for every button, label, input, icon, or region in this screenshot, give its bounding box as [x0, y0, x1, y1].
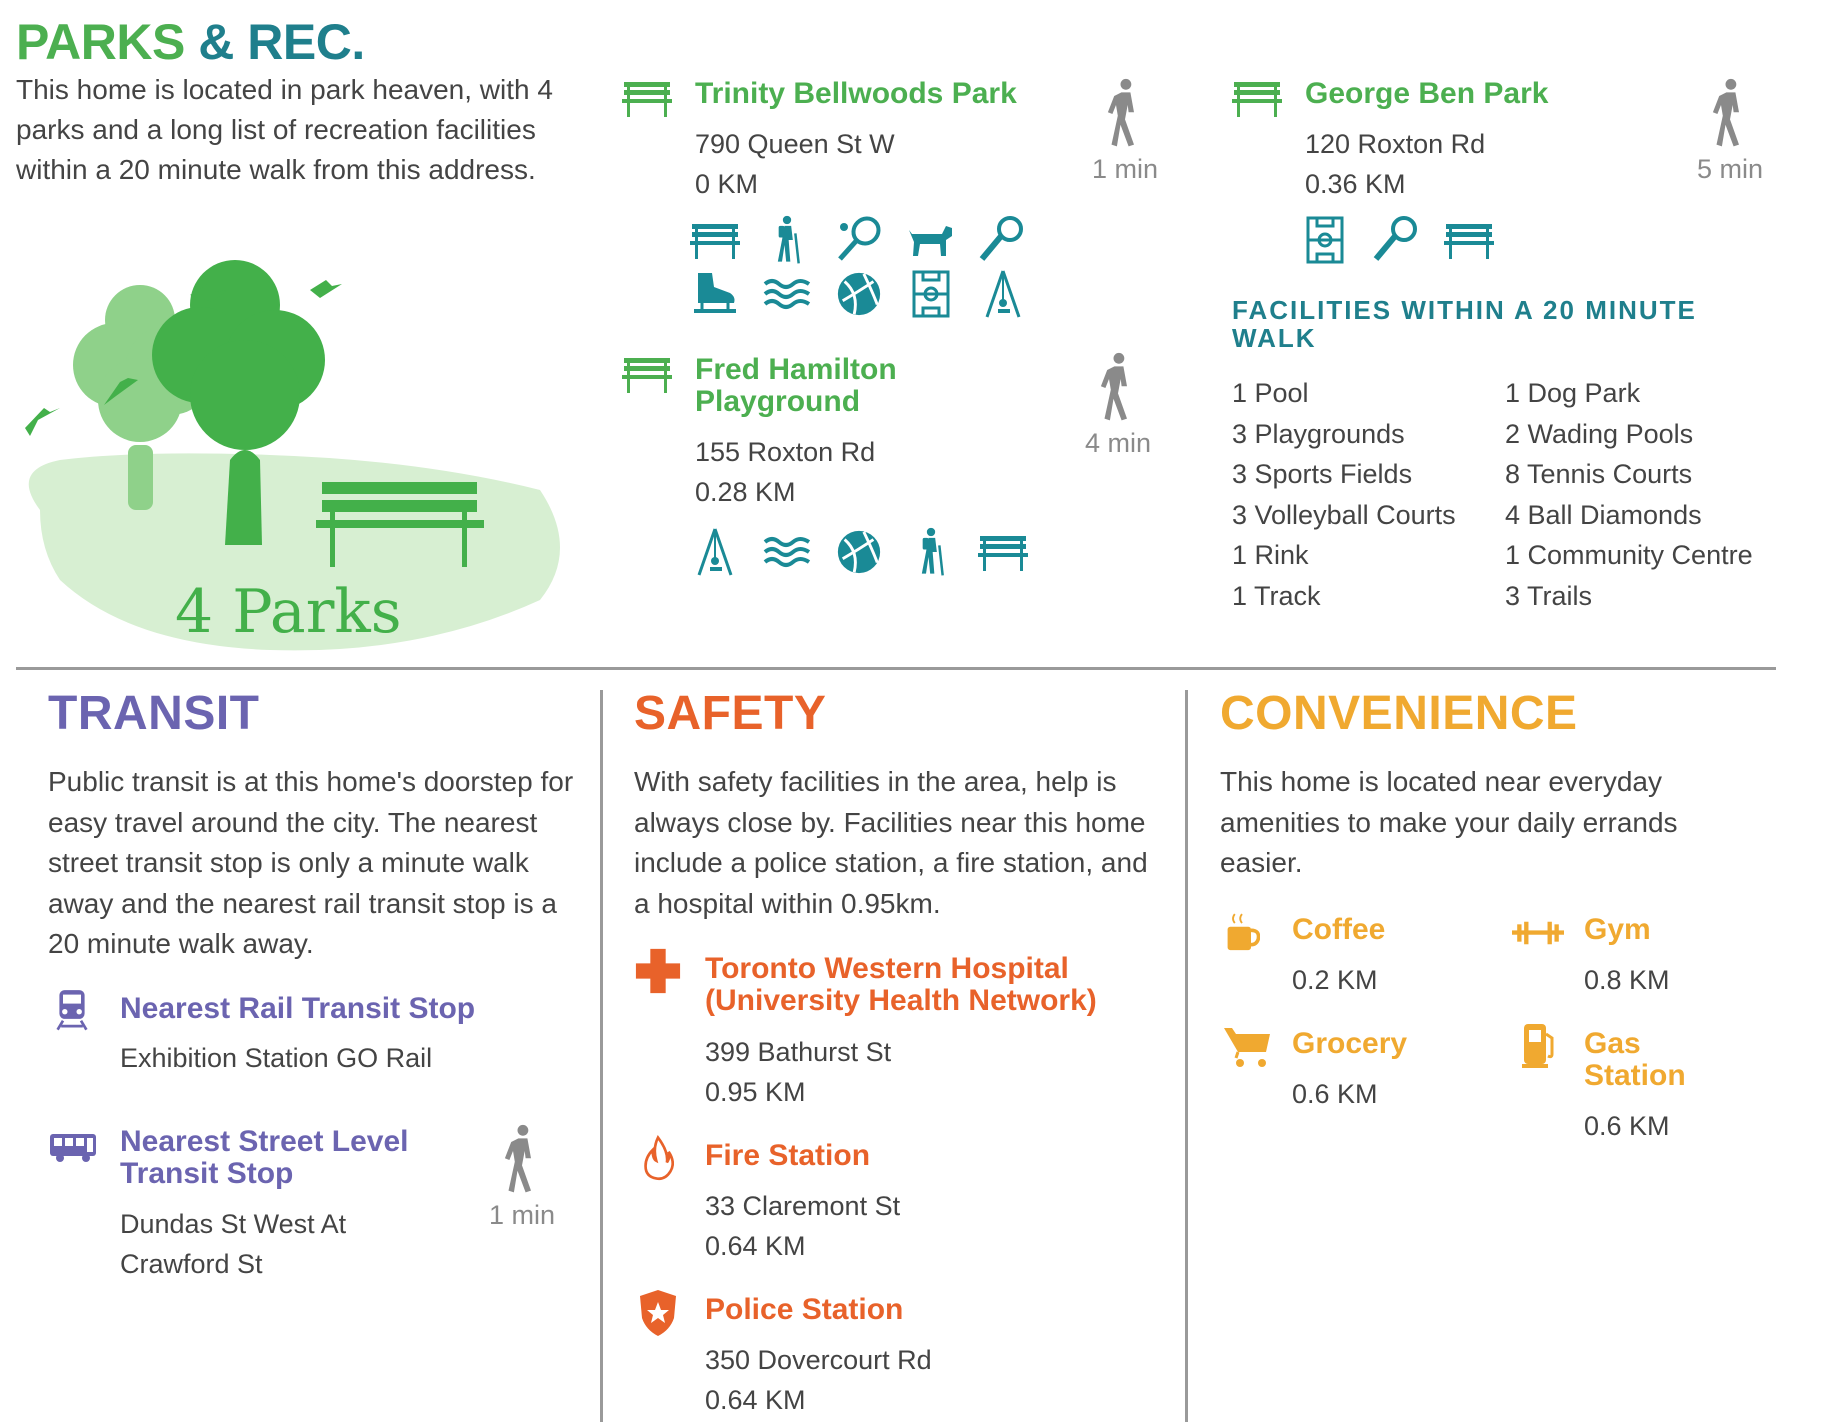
- facility-item: 3 Sports Fields: [1232, 459, 1413, 489]
- column-divider: [1185, 690, 1188, 1422]
- facilities-title: [1232, 296, 1697, 352]
- section-divider: [16, 667, 1776, 670]
- hiker-icon: [914, 527, 948, 577]
- dog-icon: [906, 220, 956, 260]
- facility-item: 3 Trails: [1505, 580, 1593, 611]
- police-station-address: 350 Dovercourt Rd: [705, 1345, 932, 1375]
- facility-item: 1 Pool: [1232, 378, 1309, 408]
- facility-item: 4 Ball Diamonds: [1505, 499, 1702, 530]
- park-address: 790 Queen St W: [695, 129, 895, 159]
- gas-station-distance: 0.6 KM: [1584, 1111, 1670, 1141]
- park-distance: 0.36 KM: [1305, 169, 1406, 199]
- gas-station-name: [1584, 1028, 1686, 1092]
- walk-time: [1068, 352, 1168, 459]
- tennis-icon: [834, 215, 884, 265]
- park-name-line: Playground: [695, 385, 861, 418]
- bench-icon: [622, 354, 672, 394]
- gym-name: Gym: [1584, 913, 1651, 946]
- bench-icon: [1444, 220, 1494, 260]
- bench-icon: [622, 78, 672, 118]
- parks-title-word: PARKS: [16, 14, 185, 70]
- coffee-icon: [1224, 910, 1260, 956]
- street-stop-value: [120, 1204, 346, 1284]
- fire-station-distance: 0.64 KM: [705, 1231, 806, 1261]
- baseball-icon: [1372, 215, 1422, 265]
- hiker-icon: [770, 215, 804, 265]
- facilities-list-left: [1232, 373, 1456, 616]
- cart-icon: [1222, 1024, 1272, 1068]
- hospital-distance: 0.95 KM: [705, 1077, 806, 1107]
- facility-item: 3 Playgrounds: [1232, 418, 1405, 449]
- street-stop-name-line: Nearest Street Level: [120, 1125, 409, 1158]
- walk-time: [1680, 78, 1780, 185]
- park-distance: 0.28 KM: [695, 477, 796, 507]
- safety-title: SAFETY: [634, 687, 827, 740]
- gym-icon: [1512, 920, 1564, 946]
- fire-station-address: 33 Claremont St: [705, 1191, 901, 1221]
- walk-time-label: 5 min: [1696, 154, 1764, 184]
- parks-title: [16, 14, 365, 70]
- parks-count: 4 Parks: [175, 577, 402, 647]
- park-distance: 0 KM: [695, 169, 759, 199]
- walker-icon: [502, 1124, 542, 1196]
- gas-station-name-line: Gas: [1584, 1027, 1641, 1060]
- facility-item: 1 Community Centre: [1505, 540, 1753, 570]
- grocery-name: Grocery: [1292, 1027, 1408, 1060]
- grocery-distance: 0.6 KM: [1292, 1079, 1378, 1109]
- gym-distance: 0.8 KM: [1584, 965, 1670, 995]
- train-icon: [54, 986, 90, 1032]
- parks-title-rec: REC.: [247, 14, 365, 70]
- transit-body: Public transit is at this home's doorstep for easy travel around the city. The nearest street transit stop is only a minute walk away and the nearest rail transit stop is a 20 minute walk away.: [48, 766, 574, 959]
- park-name: [695, 354, 897, 418]
- fire-icon: [642, 1135, 674, 1181]
- walk-time-label: 4 min: [1084, 428, 1152, 458]
- waves-icon: [762, 532, 812, 572]
- transit-title: TRANSIT: [48, 687, 260, 740]
- facilities-list-right: [1505, 373, 1753, 616]
- bench-icon: [978, 532, 1028, 572]
- coffee-name: Coffee: [1292, 913, 1386, 946]
- park-name-line: Fred Hamilton: [695, 353, 897, 386]
- walker-icon: [1098, 352, 1138, 424]
- convenience-title: CONVENIENCE: [1220, 687, 1578, 740]
- facility-item: 1 Rink: [1232, 540, 1309, 570]
- facilities-title-line: FACILITIES WITHIN A 20 MINUTE: [1232, 295, 1697, 325]
- street-stop-name: [120, 1126, 409, 1190]
- field-icon: [911, 269, 951, 319]
- walker-icon: [1105, 78, 1145, 150]
- park-amenities: [690, 215, 1050, 319]
- facility-item: 2 Wading Pools: [1505, 418, 1694, 449]
- skate-icon: [690, 269, 740, 319]
- gas-pump-icon: [1520, 1020, 1556, 1070]
- park-amenities: [690, 527, 1028, 577]
- park-address: 155 Roxton Rd: [695, 437, 876, 467]
- hospital-name-line: (University Health Network): [705, 984, 1097, 1017]
- amenity-row: [690, 269, 1050, 319]
- fire-station-name: Fire Station: [705, 1139, 871, 1172]
- hospital-cross-icon: [634, 947, 682, 995]
- baseball-icon: [978, 215, 1028, 265]
- facility-item: 1 Track: [1232, 580, 1321, 611]
- gas-station-name-line: Station: [1584, 1059, 1686, 1092]
- street-stop-line: Crawford St: [120, 1249, 263, 1279]
- park-name: Trinity Bellwoods Park: [695, 77, 1017, 110]
- facilities-title-line: WALK: [1232, 323, 1317, 353]
- walk-time-label: 1 min: [1091, 154, 1159, 184]
- parks-intro: This home is located in park heaven, with 4 parks and a long list of recreation facilities within a 20 minute walk from this address.: [16, 74, 553, 185]
- facility-item: 1 Dog Park: [1505, 378, 1641, 408]
- coffee-distance: 0.2 KM: [1292, 965, 1378, 995]
- volleyball-icon: [835, 528, 883, 576]
- street-stop-line: Dundas St West At: [120, 1209, 347, 1239]
- park-name: George Ben Park: [1305, 77, 1549, 110]
- walk-time: [472, 1124, 572, 1231]
- bench-icon: [690, 220, 740, 260]
- police-station-distance: 0.64 KM: [705, 1385, 806, 1415]
- swing-icon: [983, 269, 1023, 319]
- walk-time-label: 1 min: [488, 1200, 556, 1230]
- hospital-name-line: Toronto Western Hospital: [705, 952, 1069, 985]
- bus-icon: [48, 1130, 98, 1166]
- hospital-address: 399 Bathurst St: [705, 1037, 892, 1067]
- hospital-name: [705, 953, 1097, 1017]
- street-stop-name-line: Transit Stop: [120, 1157, 294, 1190]
- swing-icon: [695, 527, 735, 577]
- parks-title-amp: &: [198, 14, 234, 70]
- volleyball-icon: [835, 270, 883, 318]
- park-amenities: [1300, 215, 1494, 265]
- walk-time: [1075, 78, 1175, 185]
- convenience-body: This home is located near everyday amenities to make your daily errands easier.: [1220, 766, 1678, 878]
- police-station-name: Police Station: [705, 1293, 904, 1326]
- field-icon: [1305, 215, 1345, 265]
- facility-item: 8 Tennis Courts: [1505, 459, 1693, 489]
- waves-icon: [762, 274, 812, 314]
- safety-body: With safety facilities in the area, help is always close by. Facilities near this home include a police station, a fire station, and a hospital within 0.95km.: [634, 766, 1148, 919]
- column-divider: [600, 690, 603, 1422]
- facility-item: 3 Volleyball Courts: [1232, 499, 1456, 530]
- bench-icon: [1232, 78, 1282, 118]
- amenity-row: [690, 215, 1050, 265]
- rail-stop-name: Nearest Rail Transit Stop: [120, 992, 476, 1025]
- rail-stop-value: Exhibition Station GO Rail: [120, 1043, 433, 1073]
- police-shield-icon: [638, 1288, 678, 1338]
- park-address: 120 Roxton Rd: [1305, 129, 1486, 159]
- walker-icon: [1710, 78, 1750, 150]
